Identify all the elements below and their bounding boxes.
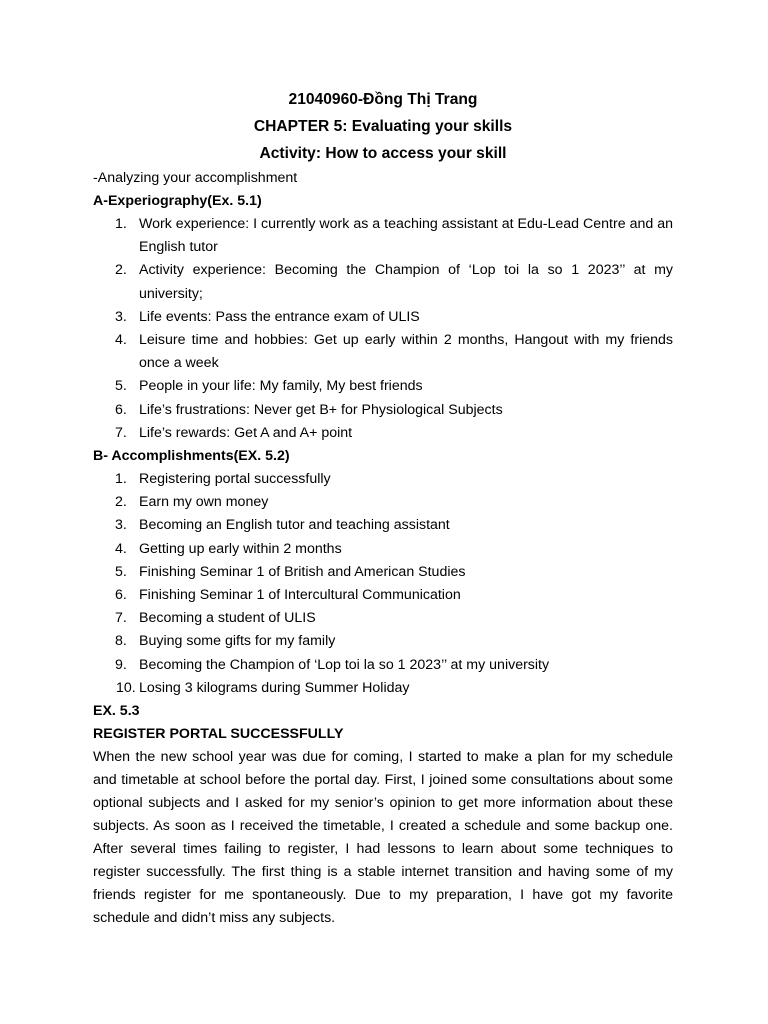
activity-title: Activity: How to access your skill (259, 145, 507, 162)
list-item: 3. Life events: Pass the entrance exam of ULIS (115, 308, 420, 325)
list-item: 4. Leisure time and hobbies: Get up early within 2 months, Hangout with my friends once a week (115, 332, 673, 372)
section-b-list (93, 468, 673, 700)
list-item: 7. Becoming a student of ULIS (115, 610, 316, 627)
section-c-paragraph: When the new school year was due for coming, I started to make a plan for my schedule and timetable at school before the portal day. First, I joined some consultations about some optional subjects and I asked for my senior’s opinion to get more information about these subjects. As soon as I received the timetable, I created a schedule and some backup one. After several times failing to register, I had lessons to learn about some techniques to register successfully. The first thing is a stable internet transition and having some of my friends register for me spontaneously. Due to my preparation, I have got my favorite schedule and didn’t miss any subjects. (93, 749, 673, 927)
list-item: 6. Life’s frustrations: Never get B+ for Physiological Subjects (115, 401, 503, 418)
section-c-heading: EX. 5.3 (93, 703, 140, 720)
author-line: 21040960-Đồng Thị Trang (288, 91, 478, 108)
chapter-title: CHAPTER 5: Evaluating your skills (253, 118, 513, 135)
list-item: 10. Losing 3 kilograms during Summer Holiday (116, 679, 410, 696)
list-item: 7. Life’s rewards: Get A and A+ point (115, 424, 353, 441)
list-item: 1. Work experience: I currently work as a teaching assistant at Edu-Lead Centre and an English tutor (115, 216, 673, 256)
list-item: 2. Earn my own money (115, 494, 269, 511)
section-c-subheading: REGISTER PORTAL SUCCESSFULLY (93, 726, 344, 743)
list-item: 8. Buying some gifts for my family (115, 633, 336, 650)
document-page (93, 86, 673, 930)
list-item: 1. Registering portal successfully (115, 471, 331, 488)
section-b-heading: B- Accomplishments(EX. 5.2) (93, 448, 290, 465)
list-item: 4. Getting up early within 2 months (115, 540, 342, 557)
list-item: 9. Becoming the Champion of ‘Lop toi la so 1 2023’’ at my university (115, 656, 550, 673)
section-a-list (93, 213, 673, 445)
intro-line: -Analyzing your accomplishment (93, 170, 298, 186)
section-a-heading: A-Experiography(Ex. 5.1) (93, 193, 262, 209)
list-item: 6. Finishing Seminar 1 of Intercultural Communication (115, 587, 461, 604)
list-item: 5. People in your life: My family, My best friends (115, 378, 423, 395)
list-item: 2. Activity experience: Becoming the Champion of ‘Lop toi la so 1 2023’’ at my university; (115, 262, 673, 302)
list-item: 3. Becoming an English tutor and teaching assistant (115, 517, 450, 534)
list-item: 5. Finishing Seminar 1 of British and American Studies (115, 563, 466, 580)
